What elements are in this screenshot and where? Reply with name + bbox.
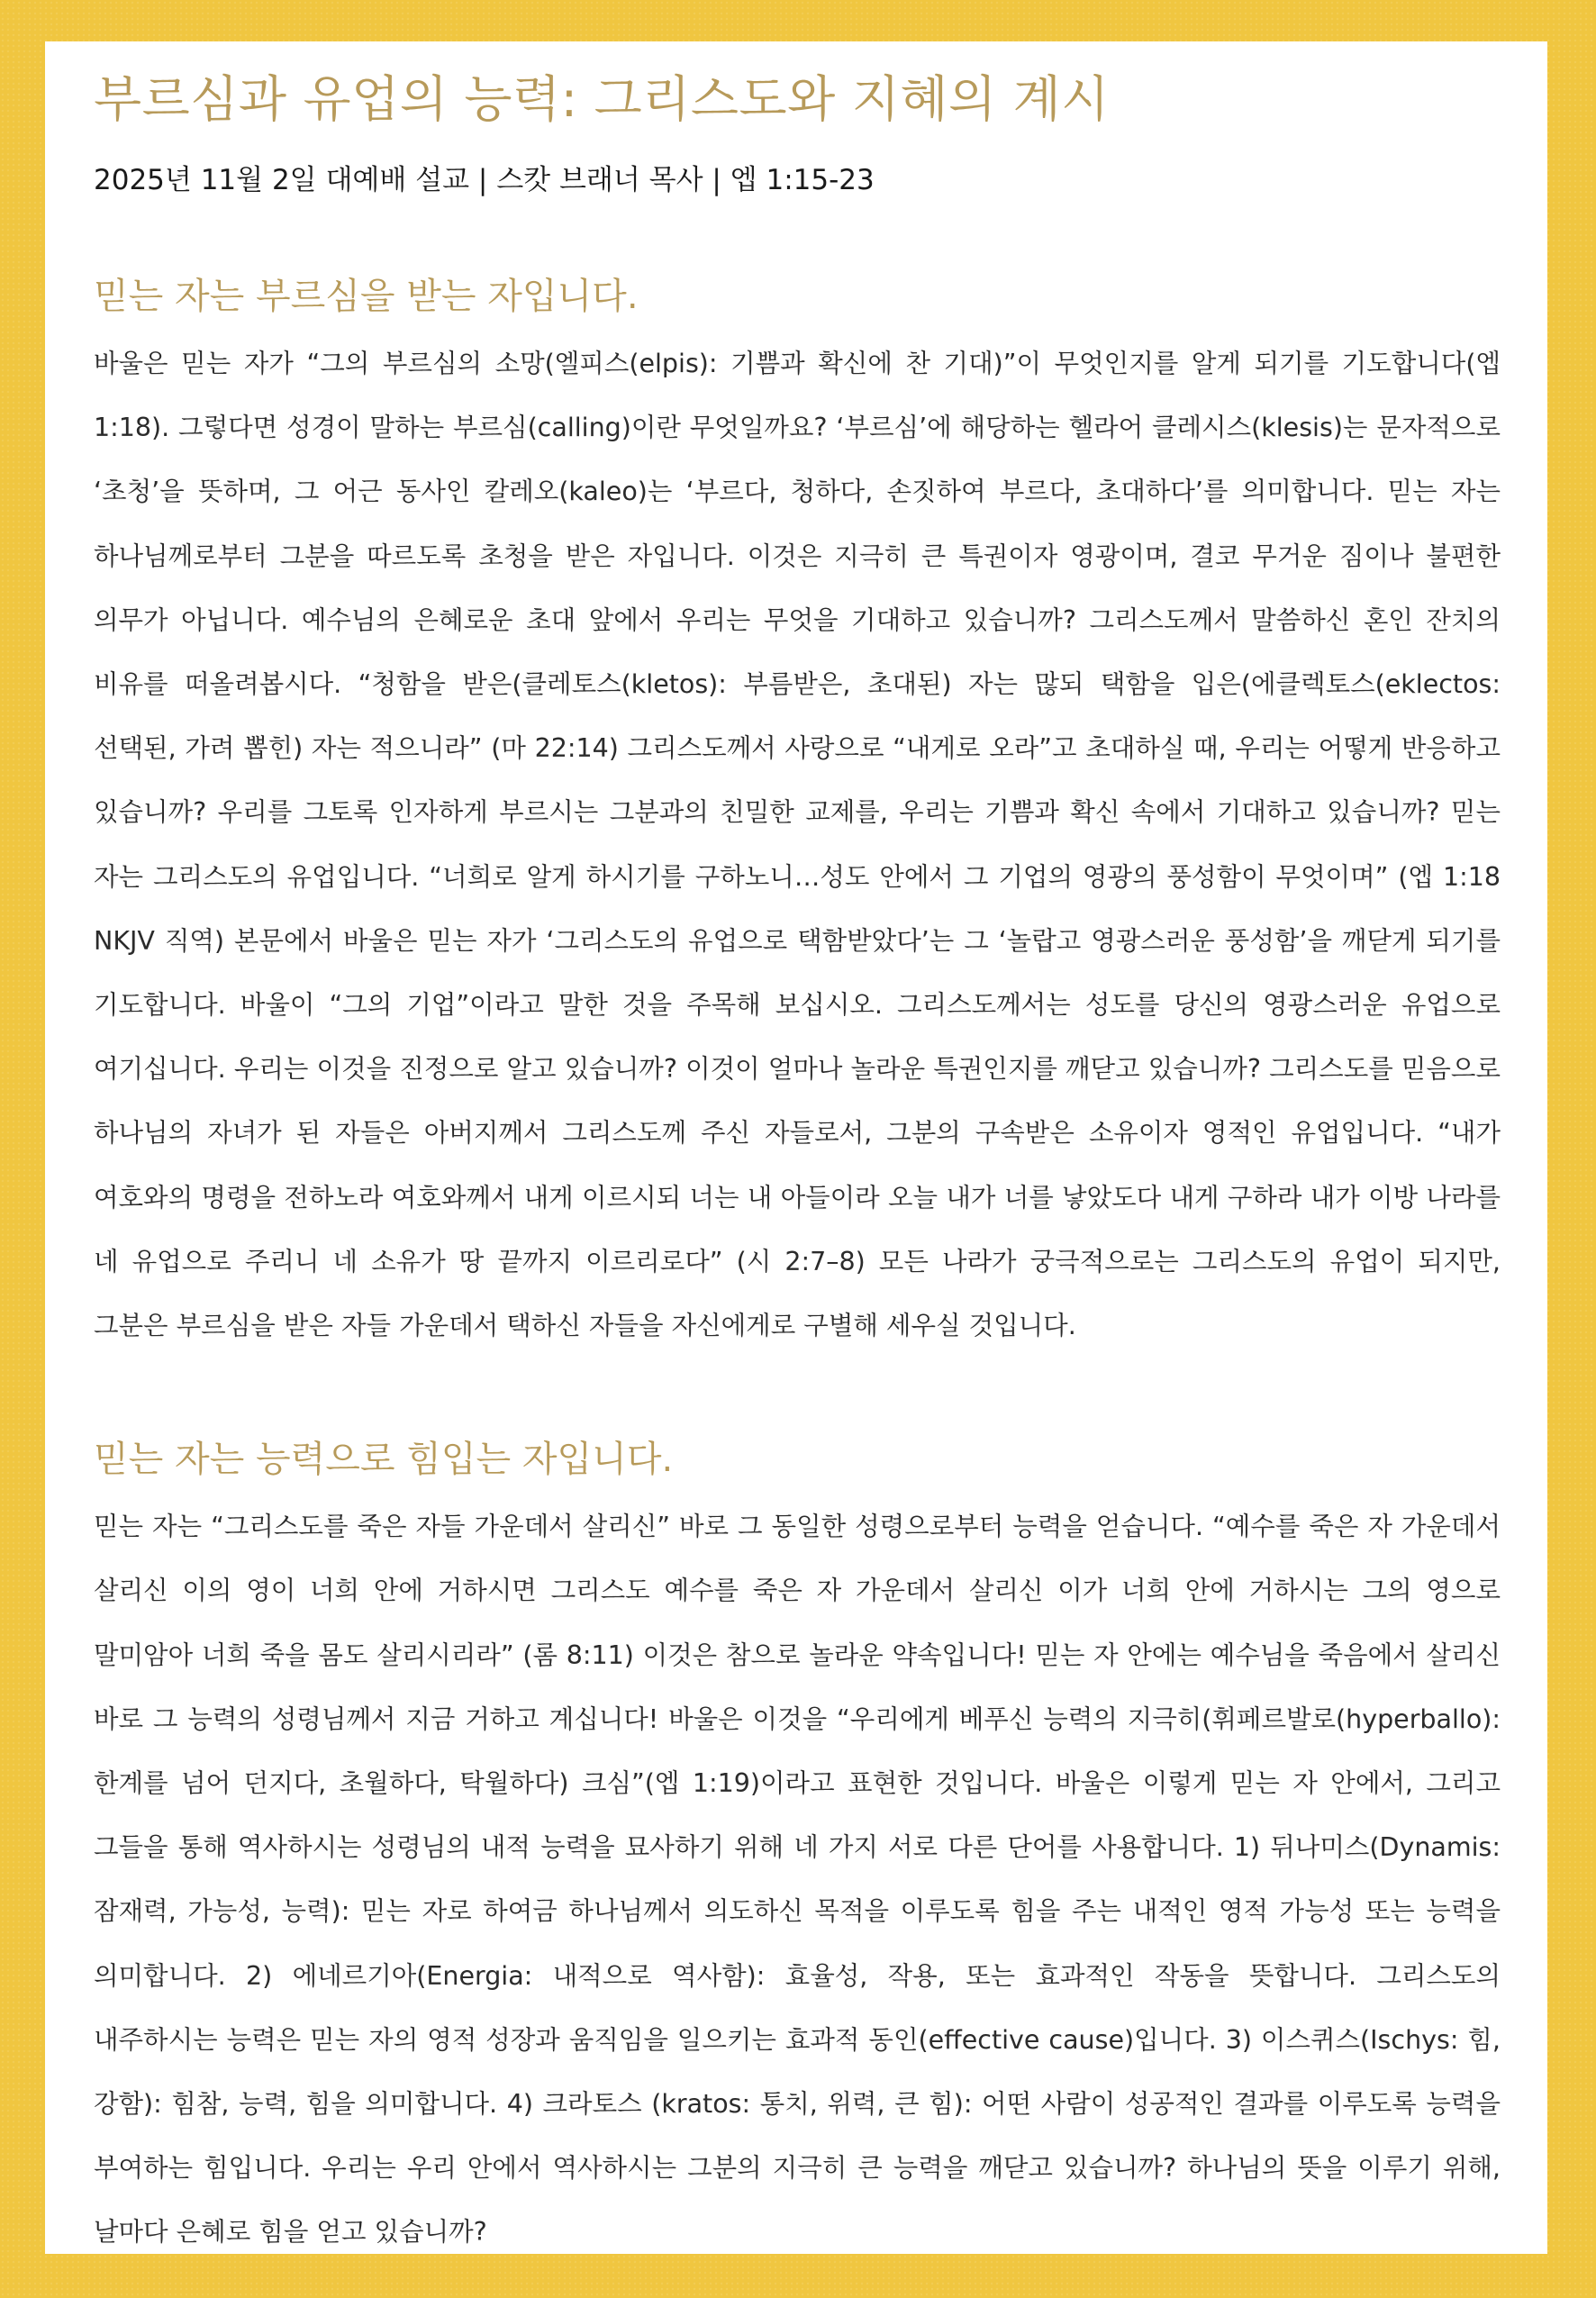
document-page (45, 41, 1547, 2254)
document-title: 부르심과 유업의 능력: 그리스도와 지혜의 계시 (94, 70, 1110, 128)
section-heading-power: 믿는 자는 능력으로 힘입는 자입니다. (94, 1439, 674, 1481)
section-heading-calling: 믿는 자는 부르심을 받는 자입니다. (94, 276, 639, 317)
section-body-power: 믿는 자는 “그리스도를 죽은 자들 가운데서 살리신” 바로 그 동일한 성령으로부터 능력을 얻습니다. “예수를 죽은 자 가운데서 살리신 이의 영이 너희 안에 거하시면 그리스도 예수를 죽은 자 가운데서 살리신 이가 너희 안에 거하시는 그의 영으로 말미암아 너희 죽을 몸도 살리시리라” (롬 8:11) 이것은 참으로 놀라운 약속입니다! 믿는 자 안에는 예수님을 죽음에서 살리신 바로 그 능력의 성령님께서 지금 거하고 계십니다! 바울은 이것을 “우리에게 베푸신 능력의 지극히(휘페르발로(hyperballo): 한계를 넘어 던지다, 초월하다, 탁월하다) 크심”(엡 1:19)이라고 표현한 것입니다. 바울은 이렇게 믿는 자 안에서, 그리고 그들을 통해 역사하시는 성령님의 내적 능력을 묘사하기 위해 네 가지 서로 다른 단어를 사용합니다. 1) 뒤나미스(Dynamis: 잠재력, 가능성, 능력): 믿는 자로 하여금 하나님께서 의도하신 목적을 이루도록 힘을 주는 내적인 영적 가능성 또는 능력을 의미합니다. 2) 에네르기아(Energia: 내적으로 역사함): 효율성, 작용, 또는 효과적인 작동을 뜻합니다. 그리스도의 내주하시는 능력은 믿는 자의 영적 성장과 움직임을 일으키는 효과적 동인(effective cause)입니다. 3) 이스퀴스(Ischys: 힘, 강함): 힘참, 능력, 힘을 의미합니다. 4) 크라토스 (kratos: 통치, 위력, 큰 힘): 어떤 사람이 성공적인 결과를 이루도록 능력을 부여하는 힘입니다. 우리는 우리 안에서 역사하시는 그분의 지극히 큰 능력을 깨닫고 있습니까? 하나님의 뜻을 이루기 위해, 날마다 은혜로 힘을 얻고 있습니까? (94, 1512, 1501, 2248)
section-body-calling: 바울은 믿는 자가 “그의 부르심의 소망(엘피스(elpis): 기쁨과 확신에 찬 기대)”이 무엇인지를 알게 되기를 기도합니다(엡 1:18). 그렇다면 성경이 말하는 부르심(calling)이란 무엇일까요? ‘부르심’에 해당하는 헬라어 클레시스(klesis)는 문자적으로 ‘초청’을 뜻하며, 그 어근 동사인 칼레오(kaleo)는 ‘부르다, 청하다, 손짓하여 부르다, 초대하다’를 의미합니다. 믿는 자는 하나님께로부터 그분을 따르도록 초청을 받은 자입니다. 이것은 지극히 큰 특권이자 영광이며, 결코 무거운 짐이나 불편한 의무가 아닙니다. 예수님의 은혜로운 초대 앞에서 우리는 무엇을 기대하고 있습니까? 그리스도께서 말씀하신 혼인 잔치의 비유를 떠올려봅시다. “청함을 받은(클레토스(kletos): 부름받은, 초대된) 자는 많되 택함을 입은(에클렉토스(eklectos:선택된, 가려 뽑힌) 자는 적으니라” (마 22:14) 그리스도께서 사랑으로 “내게로 오라”고 초대하실 때, 우리는 어떻게 반응하고 있습니까? 우리를 그토록 인자하게 부르시는 그분과의 친밀한 교제를, 우리는 기쁨과 확신 속에서 기대하고 있습니까? 믿는 자는 그리스도의 유업입니다. “너희로 알게 하시기를 구하노니…성도 안에서 그 기업의 영광의 풍성함이 무엇이며” (엡 1:18 NKJV 직역) 본문에서 바울은 믿는 자가 ‘그리스도의 유업으로 택함받았다’는 그 ‘놀랍고 영광스러운 풍성함’을 깨닫게 되기를 기도합니다. 바울이 “그의 기업”이라고 말한 것을 주목해 보십시오. 그리스도께서는 성도를 당신의 영광스러운 유업으로 여기십니다. 우리는 이것을 진정으로 알고 있습니까? 이것이 얼마나 놀라운 특권인지를 깨닫고 있습니까? 그리스도를 믿음으로 하나님의 자녀가 된 자들은 아버지께서 그리스도께 주신 자들로서, 그분의 구속받은 소유이자 영적인 유업입니다. “내가 여호와의 명령을 전하노라 여호와께서 내게 이르시되 너는 내 아들이라 오늘 내가 너를 낳았도다 내게 구하라 내가 이방 나라를 네 유업으로 주리니 네 소유가 땅 끝까지 이르리로다” (시 2:7–8) 모든 나라가 궁극적으로는 그리스도의 유업이 되지만, 그분은 부르심을 받은 자들 가운데서 택하신 자들을 자신에게로 구별해 세우실 것입니다. (94, 349, 1501, 1341)
sermon-info: 2025년 11월 2일 대예배 설교 | 스캇 브래너 목사 | 엡 1:15-23 (94, 164, 875, 196)
